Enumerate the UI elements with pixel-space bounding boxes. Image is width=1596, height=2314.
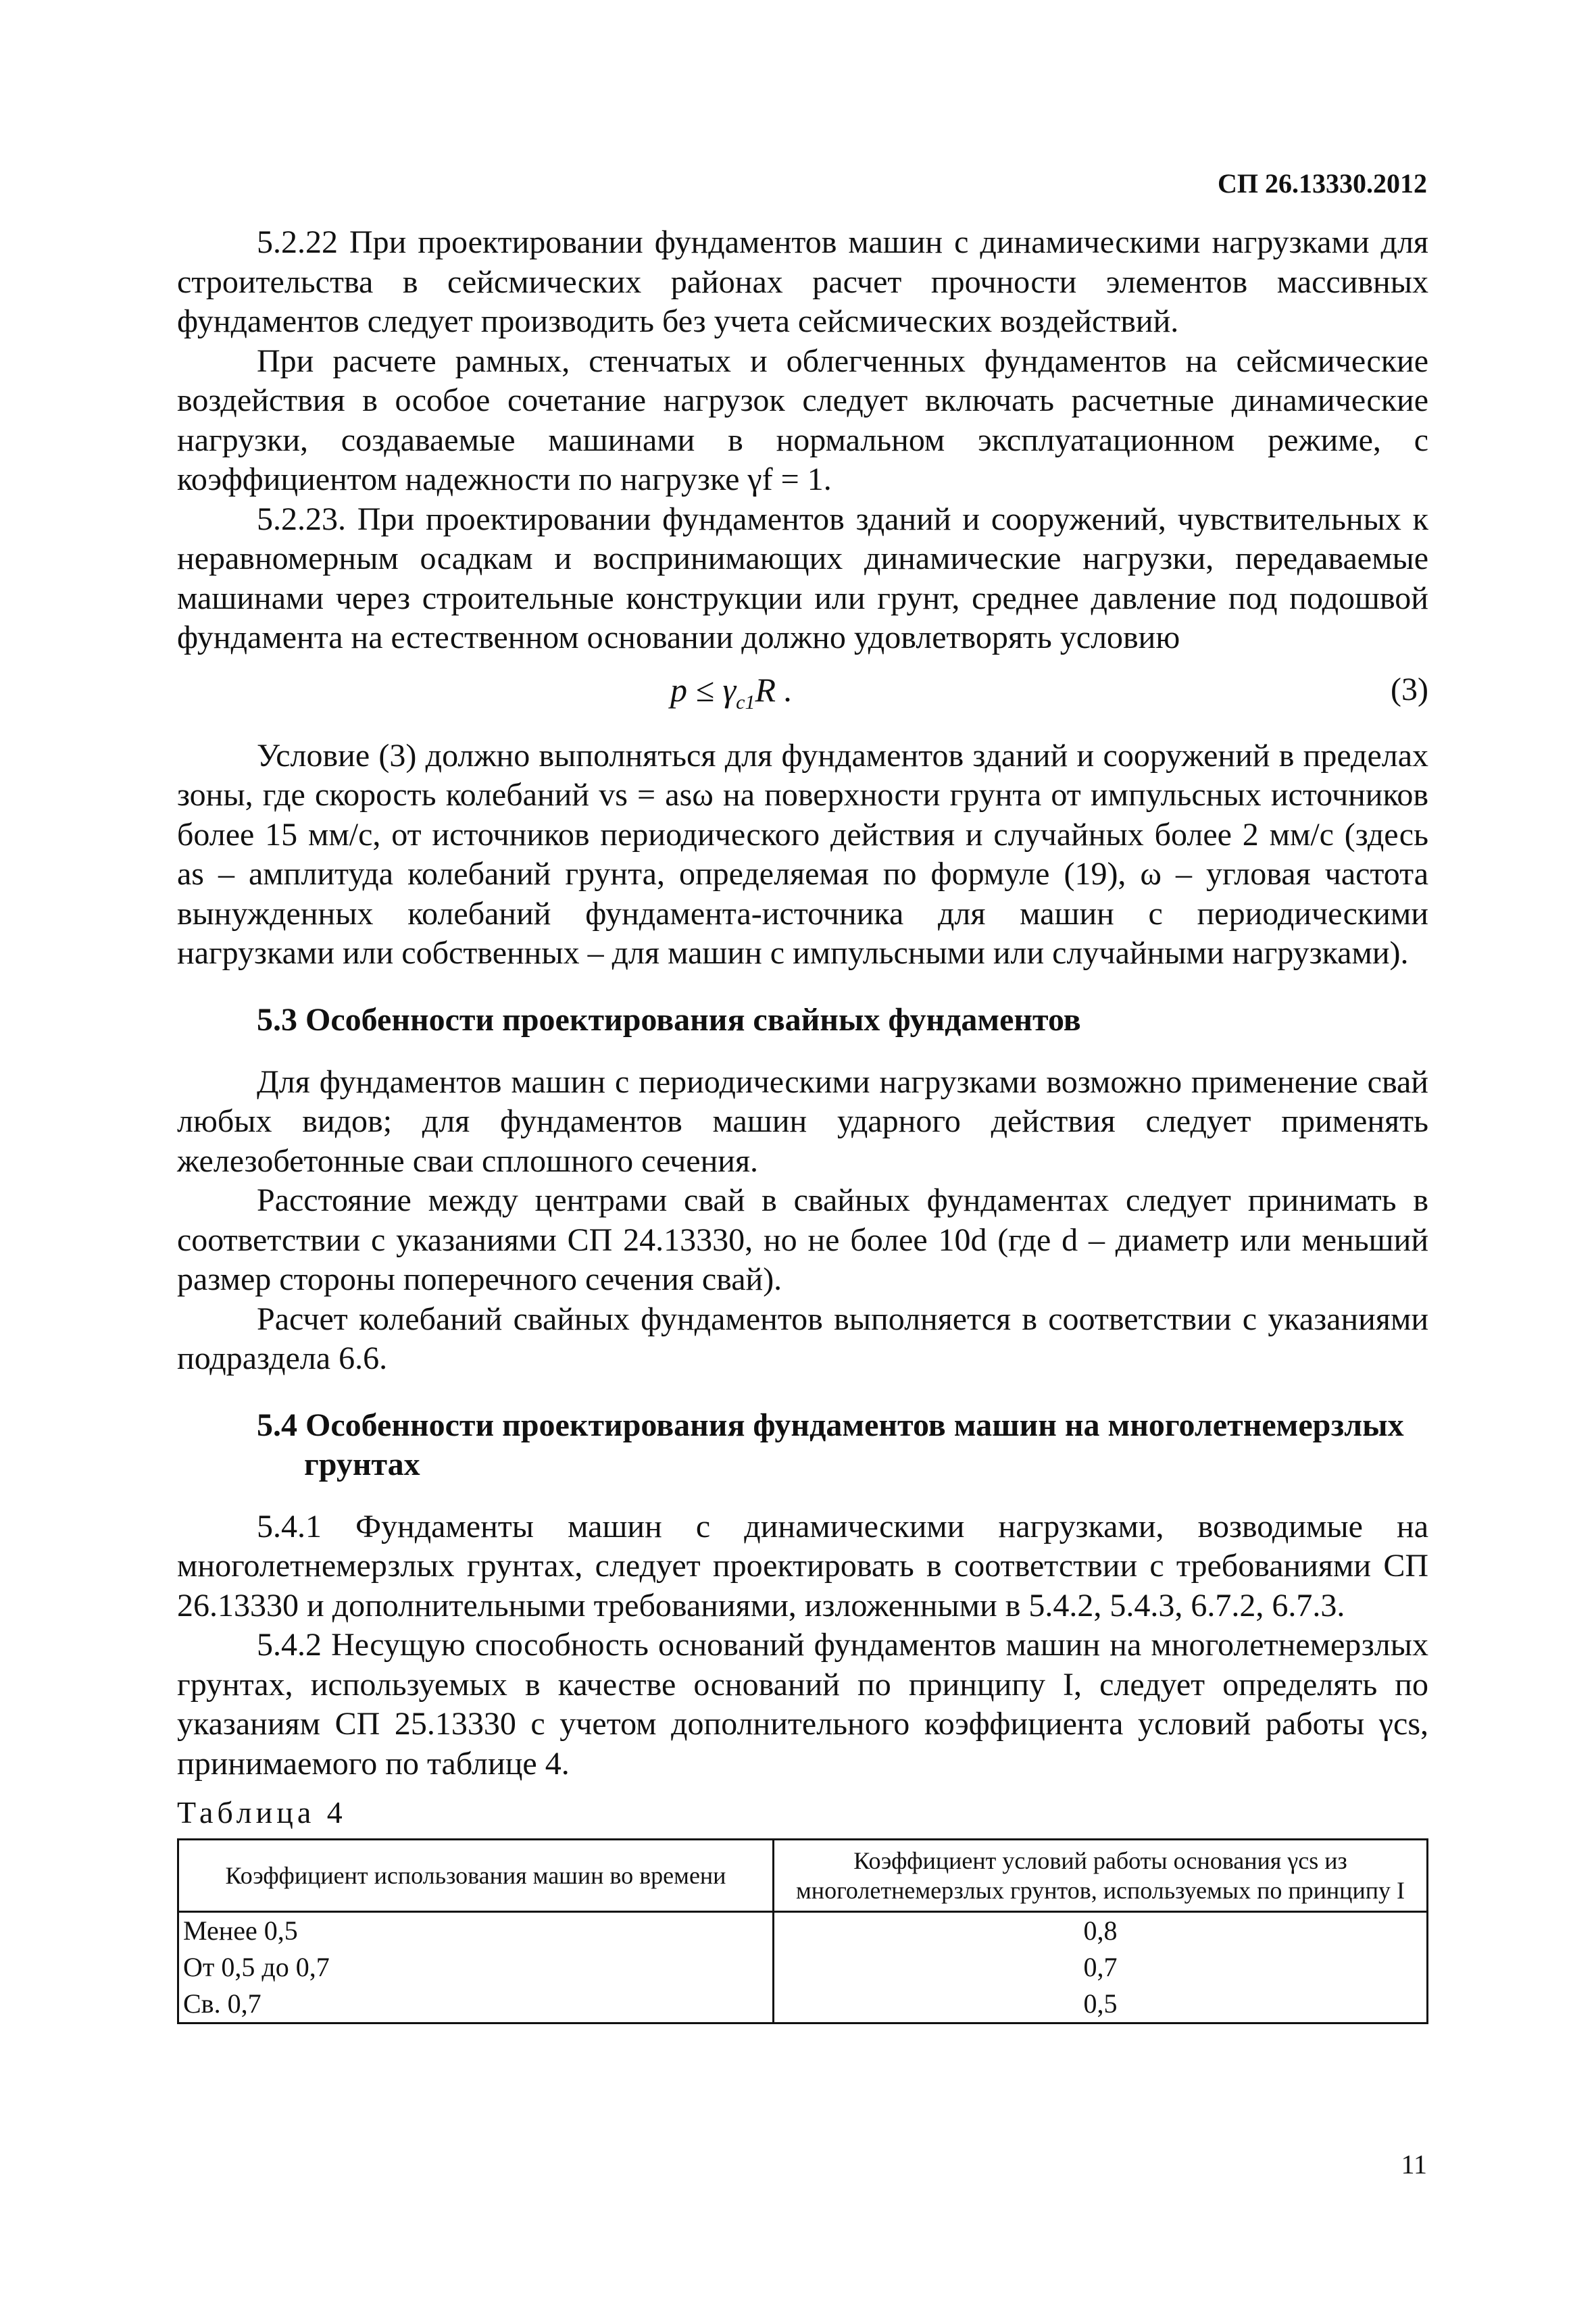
cell-coefficient: 0,5 bbox=[774, 1986, 1428, 2023]
formula-3 bbox=[177, 658, 1428, 736]
page-number: 11 bbox=[1401, 2149, 1427, 2180]
cell-coefficient: 0,7 bbox=[774, 1949, 1428, 1986]
paragraph-pile-spacing: Расстояние между центрами свай в свайных фундаментах следует принимать в соответствии с указаниями СП 24.13330, но не более 10d (где d – диаметр или меньший размер стороны поперечного сечения свай). bbox=[177, 1182, 1428, 1297]
table-caption: Таблица 4 bbox=[177, 1795, 347, 1830]
paragraph-seismic-frames: При расчете рамных, стенчатых и облегченных фундаментов на сейсмические воздействия в особое сочетание нагрузок следует включать расчетные динамические нагрузки, создаваемые машинами в нормальном эксплуатационном режиме, с коэффициентом надежности по нагрузке γf = 1. bbox=[177, 343, 1428, 497]
document-code: СП 26.13330.2012 bbox=[1218, 168, 1427, 199]
column-header-coefficient: Коэффициент условий работы основания γcs из многолетнемерзлых грунтов, используемых по принципу I bbox=[774, 1839, 1428, 1911]
paragraph-5-2-23: 5.2.23. При проектировании фундаментов зданий и сооружений, чувствительных к неравномерным осадкам и воспринимающих динамические нагрузки, передаваемые машинами через строительные конструкции или грунт, среднее давление под подошвой фундамента на естественном основании должно удовлетворять условию bbox=[177, 501, 1428, 655]
table-row bbox=[178, 1911, 1428, 1949]
heading-5-4-line1: 5.4 Особенности проектирования фундаментов машин на многолетнемерзлых bbox=[257, 1407, 1404, 1443]
paragraph-5-4-1: 5.4.1 Фундаменты машин с динамическими нагрузками, возводимые на многолетнемерзлых грунтах, следует проектировать в соответствии с требованиями СП 26.13330 и дополнительными требованиями, изложенными в 5.4.2, 5.4.3, 6.7.2, 6.7.3. bbox=[177, 1508, 1428, 1624]
paragraph-pile-types: Для фундаментов машин с периодическими нагрузками возможно применение свай любых видов; для фундаментов машин ударного действия следует применять железобетонные сваи сплошного сечения. bbox=[177, 1063, 1428, 1179]
cell-coefficient: 0,8 bbox=[774, 1911, 1428, 1949]
heading-5-3: 5.3 Особенности проектирования свайных фундаментов bbox=[257, 1001, 1081, 1038]
table-row bbox=[178, 1986, 1428, 2023]
table-row bbox=[178, 1949, 1428, 1986]
table-header-row bbox=[178, 1839, 1428, 1911]
column-header-usage: Коэффициент использования машин во времени bbox=[178, 1839, 774, 1911]
paragraph-5-2-22: 5.2.22 При проектировании фундаментов машин с динамическими нагрузками для строительства в сейсмических районах расчет прочности элементов массивных фундаментов следует производить без учета сейсмических воздействий. bbox=[177, 224, 1428, 339]
formula-number: (3) bbox=[1391, 671, 1428, 707]
paragraph-condition-3: Условие (3) должно выполняться для фундаментов зданий и сооружений в пределах зоны, где скорость колебаний vs = asω на поверхности грунта от импульсных источников более 15 мм/с, от источников периодического действия и случайных более 2 мм/с (здесь as – амплитуда колебаний грунта, определяемая по формуле (19), ω – угловая частота вынужденных колебаний фундамента-источника для машин с периодическими нагрузками или собственных – для машин с импульсными или случайными нагрузками). bbox=[177, 737, 1428, 971]
page-content bbox=[177, 223, 1428, 2024]
cell-usage: Менее 0,5 bbox=[178, 1911, 774, 1949]
paragraph-pile-vibrations: Расчет колебаний свайных фундаментов выполняется в соответствии с указаниями подраздела 6.6. bbox=[177, 1301, 1428, 1376]
heading-5-4 bbox=[177, 1406, 1428, 1484]
paragraph-5-4-2: 5.4.2 Несущую способность оснований фундаментов машин на многолетнемерзлых грунтах, используемых в качестве оснований по принципу I, следует определять по указаниям СП 25.13330 с учетом дополнительного коэффициента условий работы γcs, принимаемого по таблице 4. bbox=[177, 1627, 1428, 1782]
cell-usage: От 0,5 до 0,7 bbox=[178, 1949, 774, 1986]
table-4 bbox=[177, 1838, 1428, 2024]
formula-expression: $p \le \gamma_{c1}R$ . bbox=[670, 670, 793, 713]
cell-usage: Св. 0,7 bbox=[178, 1986, 774, 2023]
heading-5-4-line2: грунтах bbox=[304, 1446, 420, 1482]
